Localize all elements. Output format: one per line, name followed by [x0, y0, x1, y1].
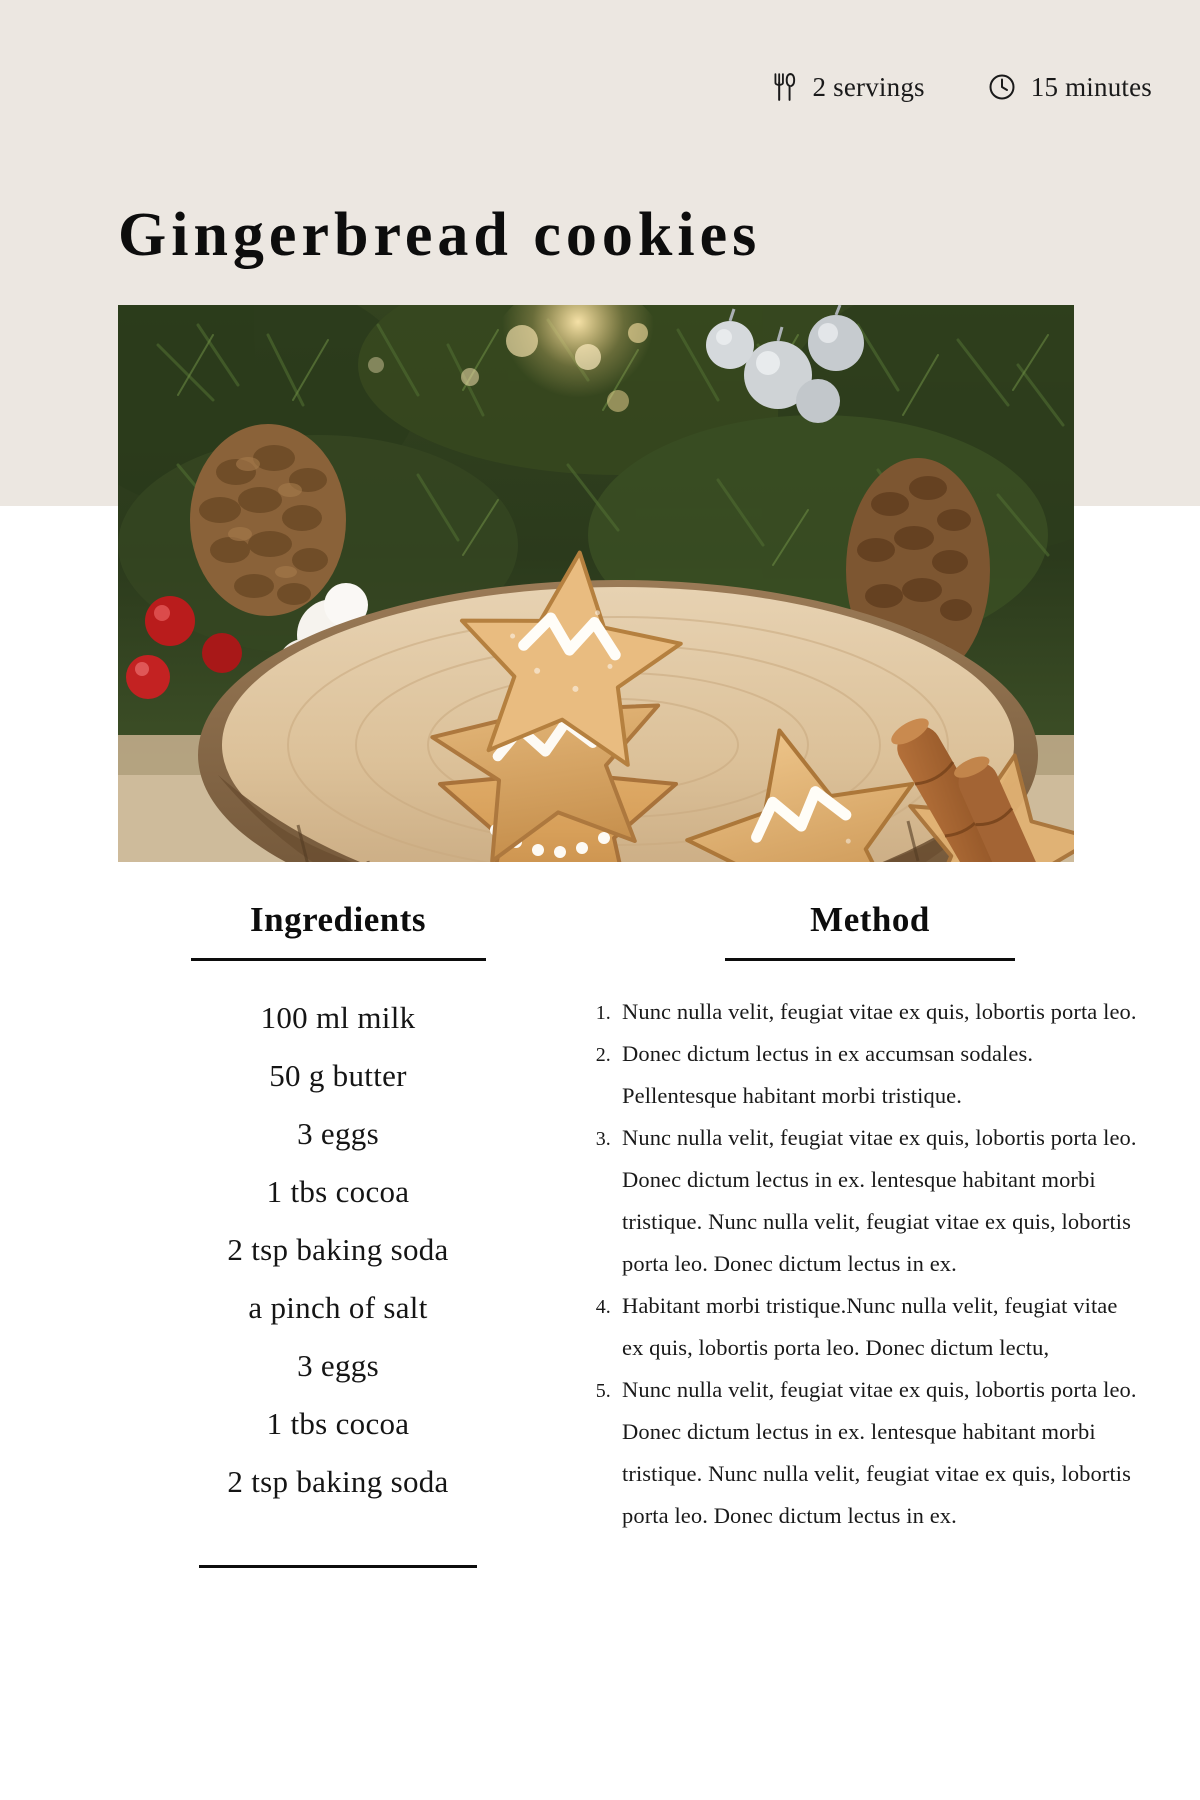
- list-item: a pinch of salt: [248, 1290, 428, 1325]
- method-divider: [725, 958, 1015, 961]
- recipe-photo: [118, 305, 1074, 862]
- ingredients-heading: Ingredients: [250, 900, 426, 939]
- list-item: 50 g butter: [269, 1058, 407, 1093]
- servings-label: 2 servings: [812, 71, 925, 102]
- list-item: 100 ml milk: [260, 1000, 416, 1035]
- method-section: [580, 900, 1140, 1568]
- list-item: 1 tbs cocoa: [266, 1406, 410, 1441]
- list-item: 1 tbs cocoa: [266, 1174, 410, 1209]
- list-item: 3. Nunc nulla velit, feugiat vitae ex quis, lobortis porta leo. Donec dictum lectus in ex. lentesque habitant morbi tristique. Nunc nulla velit, feugiat vitae ex quis, lobortis porta leo. Donec dictum lectus in ex.: [616, 1117, 1140, 1285]
- time-label: 15 minutes: [1030, 71, 1152, 102]
- method-heading: Method: [810, 900, 930, 939]
- list-item: 3 eggs: [297, 1348, 379, 1383]
- list-item: 2 tsp baking soda: [227, 1464, 449, 1499]
- list-item: 2. Donec dictum lectus in ex accumsan sodales. Pellentesque habitant morbi tristique.: [616, 1033, 1140, 1117]
- method-list: [580, 991, 1140, 1537]
- list-item: 2 tsp baking soda: [227, 1232, 449, 1267]
- ingredients-section: [118, 900, 558, 1568]
- list-item: 3 eggs: [297, 1116, 379, 1151]
- list-item: 5. Nunc nulla velit, feugiat vitae ex quis, lobortis porta leo. Donec dictum lectus in ex. lentesque habitant morbi tristique. Nunc nulla velit, feugiat vitae ex quis, lobortis porta leo. Donec dictum lectus in ex.: [616, 1369, 1140, 1537]
- servings-meta: [769, 70, 925, 104]
- fork-knife-icon: [769, 70, 799, 104]
- ingredients-bottom-divider: [199, 1565, 477, 1568]
- recipe-body: [0, 900, 1200, 1568]
- time-meta: [987, 70, 1152, 104]
- ingredients-list: [118, 989, 558, 1511]
- ingredients-divider: [191, 958, 486, 961]
- recipe-meta: [769, 70, 1153, 104]
- list-item: 4. Habitant morbi tristique.Nunc nulla velit, feugiat vitae ex quis, lobortis porta leo. Donec dictum lectu,: [616, 1285, 1140, 1369]
- page-title: Gingerbread cookies: [118, 200, 762, 269]
- list-item: 1. Nunc nulla velit, feugiat vitae ex quis, lobortis porta leo.: [616, 991, 1140, 1033]
- clock-icon: [987, 70, 1017, 104]
